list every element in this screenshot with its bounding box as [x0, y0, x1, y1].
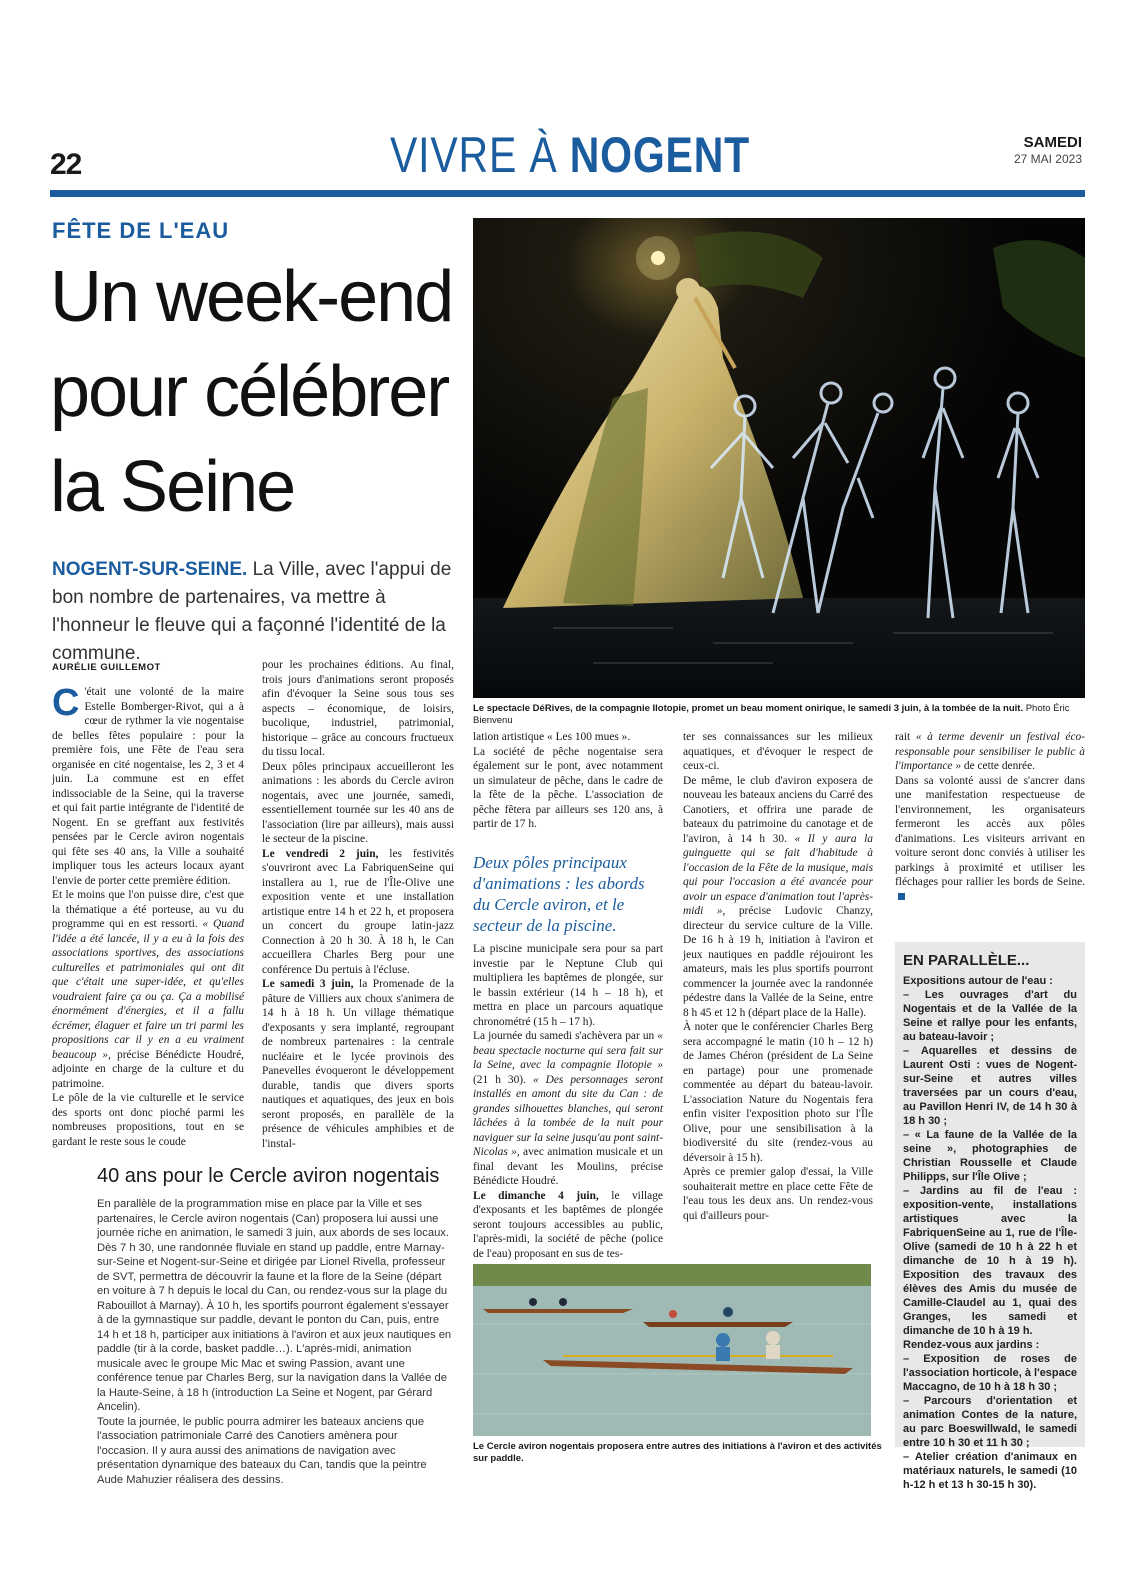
- box-aviron-p1: En parallèle de la programmation mise en place par la Ville et ses partenaires, le Cercle aviron nogentais (Can) proposera lui aussi une journée riche en animation, le samedi 3 juin, aux abords de ses locaux. Dès 7 h 30, une randonnée fluviale en stand up paddle, entre Marnay-sur-Seine et Nogent-sur-Seine et dirigée par Lionel Rivella, professeur de SVT, permettra de découvrir la faune et la flore de la Seine (départ en voiture à 7 h depuis le local du Can, ou rendez-vous sur la plage du Rabouillot à Marnay). À 10 h, les sportifs pourront également s'essayer à de la gymnastique sur paddle, devant le ponton du Can, puis, entre 14 h et 18 h, participer aux initiations à l'aviron et aux jeux nautiques en paddle (tir à la corde, basket paddle…). L'après-midi, animation musicale avec le groupe Mic Mac et swing Passion, avant une conférence tenue par Charles Berg, sur la navigation dans la Vallée de la Haute-Seine, à 18 h (introduction La Seine et Nogent, par Gérard Ancelin).: [97, 1198, 452, 1413]
- col2-p4: la Promenade de la pâture de Villiers aux choux s'animera de 14 h à 18 h. Un village thématique d'exposants y sera implanté, regroupant de nombreux partenaires : la centrale nucléaire et le lycée provinois des Panevelles évoqueront le développement durable, tandis que divers sports nautiques et aquatiques, des jeux en bois seront proposés, en parallèle de la présence de véhicules amphibies et de l'instal-: [262, 978, 454, 1150]
- headline-line-2: pour célébrer: [50, 352, 449, 432]
- headline-line-1: Un week-end: [50, 257, 453, 337]
- col3-p4-quote2: « Des personnages seront installés en amont du site du Can : de grandes silhouettes blanches, qui seront lâchées à la tombée de la nuit pour naviguer sur la seine jusqu'au pont saint-Nicolas »: [473, 1073, 663, 1158]
- header-rule: [50, 190, 1085, 197]
- sidebar-item: – Atelier création d'animaux en matériaux naturels, le samedi (10 h-12 h et 13 h 30-15 h 30).: [903, 1451, 1077, 1491]
- main-photo: [473, 218, 1085, 698]
- col2-p3-bold: Le vendredi 2 juin,: [262, 847, 379, 860]
- box-aviron-body: [97, 1197, 452, 1487]
- sidebar-item: – Parcours d'orientation et animation Contes de la nature, au parc Boeswillwald, le samedi entre 10 h 30 et 11 h 30 ;: [903, 1395, 1077, 1449]
- col4-para-3: À noter que le conférencier Charles Berg sera accompagné le matin (10 h – 12 h) de James Chéron (président de La Seine en partage) pour une promenade commentée au départ du bateau-lavoir. L'association Nature du Nogentais fera enfin visiter l'exposition photo sur l'Île Olive, pour une sensibilisation à la biodiversité du site (rendez-vous au déversoir à 15 h).: [683, 1021, 873, 1164]
- sidebar-heading-1: Expositions autour de l'eau :: [903, 975, 1053, 987]
- col2-para-1: pour les prochaines éditions. Au final, trois jours d'animations seront proposés afin d'évoquer la Seine sous tous ses aspects – économique, de loisirs, bucolique, industriel, patrimonial, historique – grâce au concours fructueux du tissu local.: [262, 659, 454, 758]
- article-chapo: [52, 556, 452, 668]
- col3-p5: le village d'exposants et les baptêmes de plongée seront toujours accessibles au public, l'après-midi, la société de pêche (police de l'eau) proposant en sus de tes-: [473, 1189, 663, 1260]
- article-column-5: [895, 730, 1085, 904]
- sidebar-item: – Les ouvrages d'art du Nogentais et de la Vallée de la Seine et rallye pour les enfants, au bateau-lavoir ;: [903, 989, 1077, 1043]
- col1-p2-quote: « Quand l'idée a été lancée, il y a eu à la fois des associations sportives, des associations culturelles et patrimoniales qui ont dit que c'était une super-idée, et qu'elles voudraient faire ça ou ça. Ça a mobilisé énormément d'énergies, et il a fallu écrémer, élaguer et faire un tri parmi les propositions car il y en a eu vraiment beaucoup »: [52, 918, 244, 1061]
- sidebar-item: – Exposition de roses de l'association horticole, à l'espace Maccagno, de 10 h à 18 h 30 ;: [903, 1353, 1077, 1393]
- col5-p1b: de cette denrée.: [961, 760, 1036, 772]
- col5-p1-quote: « à terme devenir un festival éco-responsable pour sensibiliser le public à l'importance »: [895, 731, 1085, 772]
- rubric-light: VIVRE À: [389, 127, 570, 183]
- col3-para-5: [473, 1189, 663, 1262]
- rowing-image: [473, 1264, 871, 1436]
- sidebar-title: EN PARALLÈLE...: [903, 952, 1030, 969]
- article-column-3-cont: [473, 942, 663, 1261]
- col3-para-2: La société de pêche nogentaise sera également sur le pont, avec notamment un simulateur de pêche, dans le cadre de la fête de la pêche. L'association de pêche fêtera par ailleurs ses 120 ans, à partir de 17 h.: [473, 745, 663, 830]
- col5-para-1: [895, 730, 1085, 774]
- main-photo-credit: Photo Éric Bienvenu: [473, 703, 1070, 726]
- main-photo-caption: [473, 703, 1085, 727]
- col4-para-1: ter ses connaissances sur les milieux aquatiques, et d'évoquer le respect de ceux-ci.: [683, 731, 873, 772]
- rowing-photo: [473, 1264, 871, 1436]
- night-performance-image: [473, 218, 1085, 698]
- col3-para-1: lation artistique « Les 100 mues ».: [473, 731, 631, 743]
- article-column-4: [683, 730, 873, 1223]
- col1-para-3: Le pôle de la vie culturelle et le service des sports ont donc pioché parmi les nombreuses propositions, tout en se gardant le reste sous le coude: [52, 1092, 244, 1148]
- col2-para-4: [262, 977, 454, 1151]
- col2-p3: les festivités s'ouvriront avec La FabriquenSeine qui installera au 1, rue de l'Île-Olive une exposition vente et une installation artistique entre 14 h et 22 h, et proposera un concert du groupe latin-jazz Connection à 20 h 30. À 18 h, le Can accueillera Charles Berg pour une conférence Du pertuis à l'écluse.: [262, 847, 454, 976]
- col4-p2b: , précise Ludovic Chanzy, directeur du service culture de la Ville. De 16 h à 19 h, initiation à l'aviron et jeux nautiques en paddle réjouiront les amateurs, mais les plus sportifs pourront commencer la journée avec la randonnée pédestre dans la Vallée de la Seine, entre 8 h 45 et 12 h (départ place de la Halle).: [683, 905, 873, 1019]
- col4-p2-quote: « Il y aura la guinguette qui se fait d'habitude à l'occasion de la Fête de la musique, mais qui pour l'occasion a été avancée pour avoir un espace d'animation tout l'après-midi »: [683, 832, 873, 917]
- headline-line-3: la Seine: [50, 447, 295, 527]
- end-mark: [898, 893, 905, 900]
- chapo-place: NOGENT-SUR-SEINE.: [52, 559, 248, 580]
- sidebar-en-parallele: [895, 942, 1085, 1491]
- section-rubric: [103, 126, 1038, 184]
- issue-date: 27 MAI 2023: [1013, 152, 1082, 166]
- article-kicker: FÊTE DE L'EAU: [52, 218, 230, 243]
- rowing-photo-caption: Le Cercle aviron nogentais proposera entre autres des initiations à l'aviron et des activités sur paddle.: [473, 1441, 882, 1464]
- col2-para-2: Deux pôles principaux accueilleront les animations : les abords du Cercle aviron nogentais, avec une journée, samedi, essentiellement tournée sur les 40 ans de l'association (lire par ailleurs), mais aussi le secteur de la piscine.: [262, 760, 454, 845]
- article-column-3: [473, 730, 663, 832]
- sidebar-item: – « La faune de la Vallée de la seine », photographies de Christian Rousselle et Claude Philipps, sur l'Île Olive ;: [903, 1129, 1077, 1183]
- article-headline: [50, 250, 470, 535]
- col1-para-2: [52, 888, 244, 1091]
- col3-p4b: (21 h 30).: [473, 1073, 533, 1086]
- col3-para-4: [473, 1029, 663, 1189]
- col4-para-2: [683, 774, 873, 1021]
- col1-p2a: Et le moins que l'on puisse dire, c'est que la thématique a été porteuse, au vu du programme qui en est ressorti.: [52, 889, 244, 930]
- col3-p4a: La journée du samedi s'achèvera par un: [473, 1030, 658, 1042]
- byline: AURÉLIE GUILLEMOT: [52, 662, 161, 673]
- col4-para-4: Après ce premier galop d'essai, la Ville souhaiterait mettre en place cette Fête de l'eau tous les deux ans. Un rendez-vous qui d'ailleurs pour-: [683, 1166, 873, 1222]
- dropcap: C: [52, 682, 80, 724]
- page-number: 22: [50, 148, 82, 181]
- pull-quote: Deux pôles principaux d'animations : les abords du Cercle aviron, et le secteur de la piscine.: [473, 853, 645, 935]
- box-aviron-title: 40 ans pour le Cercle aviron nogentais: [97, 1165, 440, 1187]
- col1-p1-text: 'était une volonté de la maire Estelle Bomberger-Rivot, qui a à cœur de rythmer la vie nogentaise de belles fêtes populaire : pour la première fois, une Fête de l'eau sera organisée en cité nogentaise, les 2, 3 et 4 juin. La commune est en effet indissociable de la Seine, qui la traverse et qui fait partie intégrante de l'identité de Nogent. En se greffant aux festivités pensées par le Cercle aviron nogentais qui fête ses 40 ans, la Ville a souhaité impliquer tous les acteurs locaux ayant l'envie de porter cette première édition.: [52, 686, 244, 887]
- col3-p5-bold: Le dimanche 4 juin,: [473, 1189, 599, 1202]
- col3-p4-quote: « beau spectacle nocturne qui sera fait sur la Seine, avec la compagnie Ilotopie »: [473, 1030, 663, 1071]
- col4-p2a: De même, le club d'aviron exposera de nouveau les bateaux anciens du Carré des Canotiers, et offrira une parade de bateaux du patrimoine du canotage et de l'aviron, à 14 h 30.: [683, 774, 873, 845]
- col5-p1a: rait: [895, 731, 916, 743]
- sidebar-content: [895, 942, 1085, 1492]
- col5-para-2: [895, 774, 1085, 905]
- rubric-bold: NOGENT: [569, 127, 751, 183]
- col2-p4-bold: Le samedi 3 juin,: [262, 978, 354, 990]
- article-column-2: [262, 658, 454, 1151]
- sidebar-item: – Jardins au fil de l'eau : exposition-vente, installations artistiques avec la FabriquenSeine au 1, rue de l'Île-Olive (samedi de 10 h à 22 h et dimanche de 10 h à 19 h). Exposition des travaux des élèves des Amis du musée de Camille-Claudel au 1, quai des Granges, les samedi et dimanche de 10 h à 19 h.: [903, 1185, 1077, 1337]
- issue-day: SAMEDI: [1023, 134, 1082, 151]
- sidebar-item: – Aquarelles et dessins de Laurent Osti : vues de Nogent-sur-Seine et autres villes traversées par un cours d'eau, au Pavillon Henri IV, de 14 h 30 à 18 h 30 ;: [903, 1045, 1077, 1127]
- col2-para-3: [262, 847, 454, 978]
- sidebar-heading-2: Rendez-vous aux jardins :: [903, 1339, 1040, 1351]
- col1-p2b: , précise Bénédicte Houdré, adjointe en charge de la culture et du patrimoine.: [52, 1048, 244, 1090]
- col5-p2: Dans sa volonté aussi de s'ancrer dans une manifestation respectueuse de l'environnement, les organisateurs fermeront les accès aux pôles d'animations. Les visiteurs arrivant en voiture seront donc conviés à utiliser les parkings à proximité et utiliser les fléchages pour rallier les bords de Seine.: [895, 774, 1085, 888]
- col3-para-3: La piscine municipale sera pour sa part investie par le Neptune Club qui multipliera les baptêmes de plongée, sur le bassin extérieur (14 h – 18 h), et mettra en place un parcours aquatique chronométré (15 h – 17 h).: [473, 943, 663, 1028]
- box-aviron-p2: Toute la journée, le public pourra admirer les bateaux anciens que l'association patrimoniale Carré des Canotiers amènera pour l'occasion. Il y aura aussi des animations de navigation avec présentation dynamique des bateaux du Can, tandis que la peintre Aude Mahuzier réalisera des dessins.: [97, 1415, 427, 1486]
- col3-p4c: , avec animation musicale et un final devant les Moulins, précise Bénédicte Houdré.: [473, 1146, 663, 1187]
- col1-para-1: [52, 682, 244, 888]
- main-photo-caption-text: Le spectacle DéRives, de la compagnie Ilotopie, promet un beau moment onirique, le samedi 3 juin, à la tombée de la nuit.: [473, 703, 1024, 714]
- article-column-1: [52, 682, 244, 1149]
- chapo-text: La Ville, avec l'appui de bon nombre de partenaires, va mettre à l'honneur le fleuve qui a façonné l'identité de la commune.: [52, 559, 452, 664]
